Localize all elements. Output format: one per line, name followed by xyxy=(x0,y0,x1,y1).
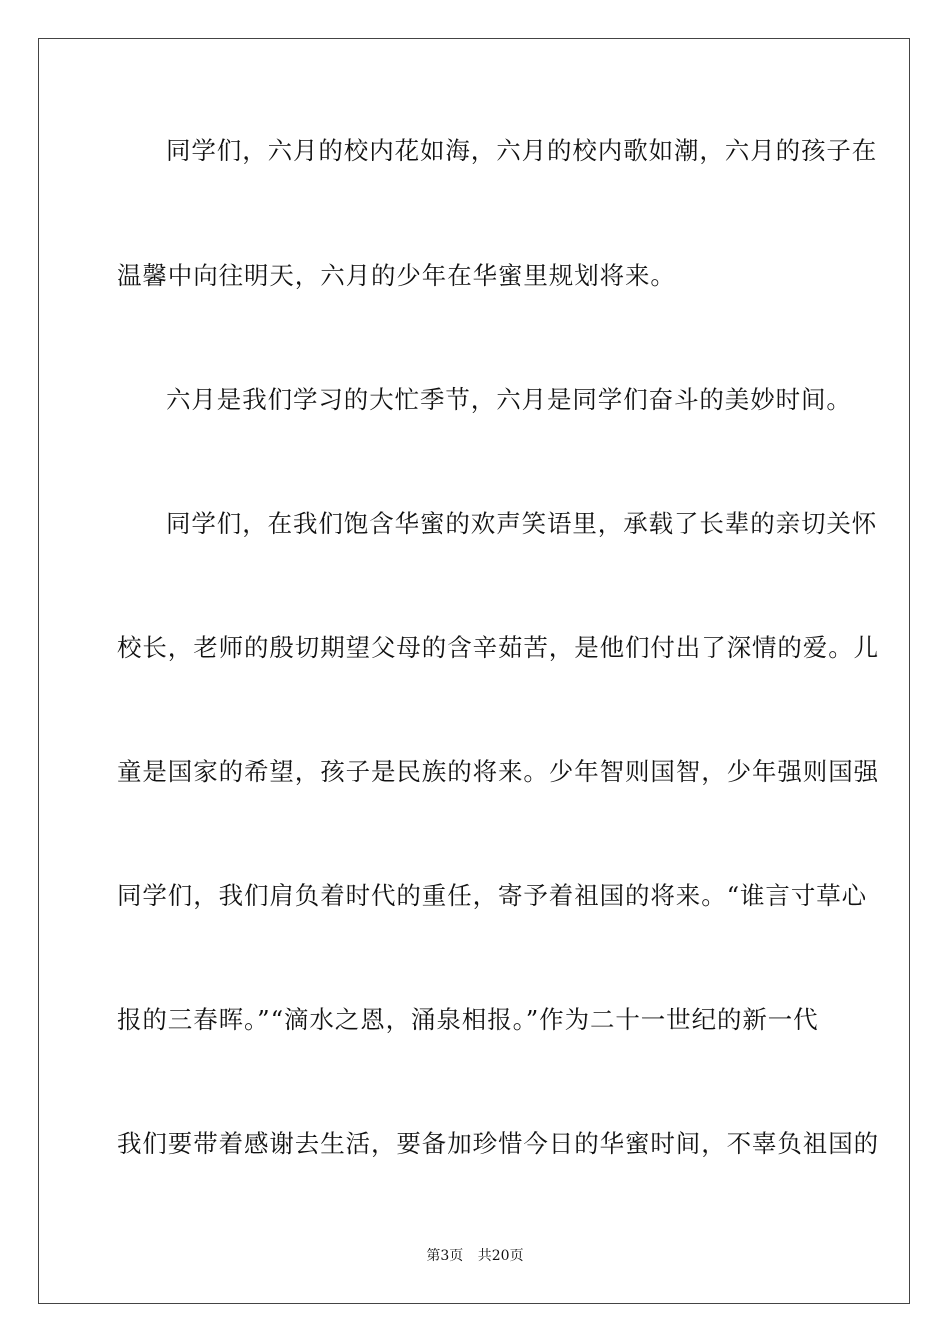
page-number: 第3页 xyxy=(426,1248,464,1264)
text-line: 同学们，我们肩负着时代的重任，寄予着祖国的将来。“谁言寸草心 xyxy=(117,881,868,910)
page-total: 共20页 xyxy=(477,1248,524,1264)
text-line: 温馨中向往明天，六月的少年在华蜜里规划将来。 xyxy=(117,261,676,290)
text-line: 同学们，在我们饱含华蜜的欢声笑语里，承载了长辈的亲切关怀 xyxy=(166,509,878,538)
text-line: 报的三春晖。”“滴水之恩，涌泉相报。”作为二十一世纪的新一代 xyxy=(117,1005,819,1034)
text-line: 六月是我们学习的大忙季节，六月是同学们奋斗的美妙时间。 xyxy=(166,385,852,414)
text-line: 童是国家的希望，孩子是民族的将来。少年智则国智，少年强则国强 xyxy=(117,757,879,786)
text-line: 校长，老师的殷切期望父母的含辛茹苦，是他们付出了深情的爱。儿 xyxy=(117,633,879,662)
page-footer xyxy=(0,1246,950,1266)
text-line: 我们要带着感谢去生活，要备加珍惜今日的华蜜时间，不辜负祖国的 xyxy=(117,1129,879,1158)
page-border xyxy=(38,38,910,1304)
text-line: 同学们，六月的校内花如海，六月的校内歌如潮，六月的孩子在 xyxy=(166,136,878,165)
